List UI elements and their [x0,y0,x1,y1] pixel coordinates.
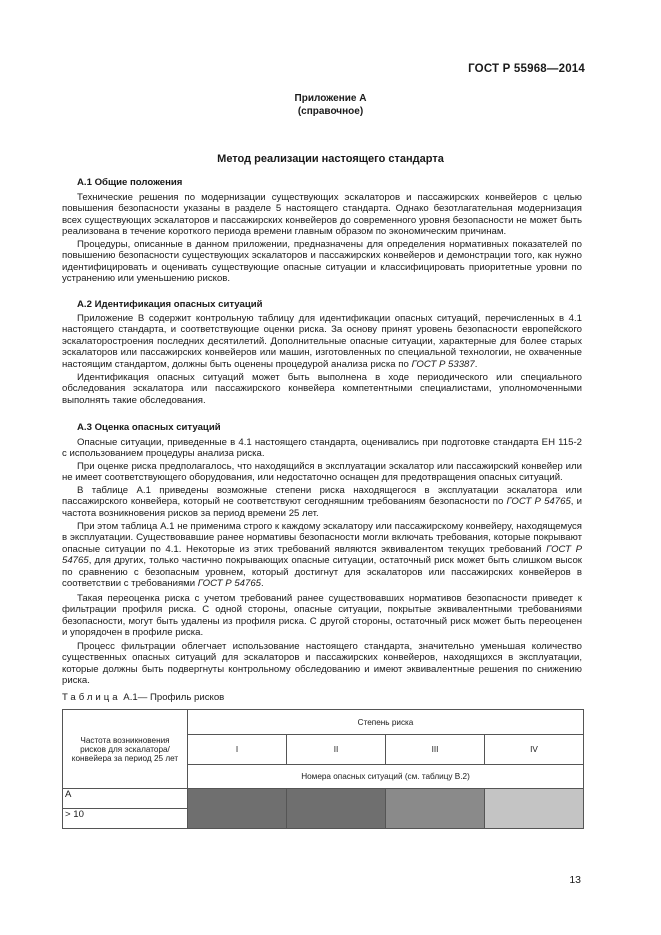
risk-cell-2 [287,789,386,829]
hazard-numbers-subheader: Номера опасных ситуаций (см. таблицу В.2) [188,765,584,789]
risk-profile-table [62,709,584,829]
risk-cell-3 [386,789,485,829]
section-heading-a2: А.2 Идентификация опасных ситуаций [77,299,263,310]
row-value: > 10 [63,809,188,829]
risk-level-3: III [386,735,485,765]
table-caption: Таблица А.1— Профиль рисков [62,692,225,703]
paragraph: Процедуры, описанные в данном приложении, предназначены для определения нормативных показателей по повышению безопасности существующих эскалаторов и пассажирских конвейеров и демонстрации того, как нужно идентифицировать и оценивать существующие опасные ситуации и классифицировать приоритетные уровни по устранению или уменьшению рисков. [62,239,582,285]
appendix-kind: (справочное) [297,106,364,117]
reference-link: ГОСТ Р 54765 [197,578,262,590]
risk-level-1: I [188,735,287,765]
risk-level-header: Степень риска [188,710,584,735]
standard-number: ГОСТ Р 55968—2014 [468,63,585,75]
paragraph: Приложение В содержит контрольную таблицу для идентификации опасных ситуаций, перечисленных в 4.1 настоящего стандарта, и соответствующие оценки риска. За основу принят уровень безопасности европейского эскалаторостроения последних десятилетий. Дополнительные опасные ситуации, характерные для более старых эскалаторов или пассажирских конвейеров или машин, изготовленных по специальной технологии, не охваченные настоящим стандартом, должны быть оценены процедурой анализа риска по ГОСТ Р 53387. [62,313,582,370]
paragraph: Процесс фильтрации облегчает использование настоящего стандарта, значительно уменьшая количество существенных опасных ситуаций для эскалаторов и пассажирских конвейеров, находящихся в эксплуатации, которые должны быть подвергнуты контрольному обследованию и имеют эквивалентные решения по снижению риска. [62,641,582,687]
paragraph: Такая переоценка риска с учетом требований ранее существовавших нормативов безопасности приведет к фильтрации профиля риска. С одной стороны, опасные ситуации, покрытые эквивалентными требованиями безопасности, могут быть удалены из профиля риска. С другой стороны, остаточный риск может быть переоценен и упорядочен в профиле риска. [62,593,582,639]
section-heading-a1: А.1 Общие положения [77,177,183,188]
page-number: 13 [569,874,581,886]
paragraph: В таблице А.1 приведены возможные степени риска находящегося в эксплуатации эскалатора или пассажирского конвейера, который не соответствуют сегодняшним требованиям безопасности по ГОСТ Р 54765, и частота возникновения рисков за период времени 25 лет. [62,485,582,519]
frequency-header: Частота возникновения рисков для эскалатора/конвейера за период 25 лет [63,710,188,789]
page-title: Метод реализации настоящего стандарта [217,153,444,165]
risk-level-2: II [287,735,386,765]
reference-link: ГОСТ Р 53387 [411,358,475,370]
paragraph: При этом таблица А.1 не применима строго к каждому эскалатору или пассажирскому конвейеру, находящемуся в эксплуатации. Существовавшие ранее нормативы безопасности могли включать требования, которые покрывают опасные ситуации по 4.1. Некоторые из этих требований являются эквивалентом текущих требований ГОСТ Р 54765, для других, только частично покрывающих опасные ситуации, остаточный риск может быть слишком высок по сравнению с безопасным уровнем, который достигнут для эскалаторов или пассажирских конвейеров в соответствии с требованиями ГОСТ Р 54765. [62,521,583,590]
row-label: А [63,789,188,809]
risk-level-4: IV [485,735,584,765]
risk-cell-4 [485,789,584,829]
paragraph: Технические решения по модернизации существующих эскалаторов и пассажирских конвейеров с целью повышения безопасности указаны в разделе 5 настоящего стандарта. Однако безотлагательная модернизация всех существующих эскалаторов и пассажирских конвейеров до современного уровня безопасности не может быть реализована в течение короткого периода времени главным образом по экономическим причинам. [62,192,582,238]
appendix-label: Приложение А [294,93,367,104]
risk-cell-1 [188,789,287,829]
paragraph: При оценке риска предполагалось, что находящийся в эксплуатации эскалатор или пассажирский конвейер или не имеет соответствующего оборудования, или недостаточно оснащен для предотвращения опасных ситуаций. [62,461,582,484]
paragraph: Опасные ситуации, приведенные в 4.1 настоящего стандарта, оценивались при подготовке стандарта ЕН 115-2 с использованием процедуры анализа риска. [62,437,582,460]
reference-link: ГОСТ Р 54765 [506,496,571,508]
paragraph: Идентификация опасных ситуаций может быть выполнена в ходе периодического или специального обследования эскалатора или пассажирского конвейера компетентными специалистами, уполномоченными выполнять такие обследования. [62,372,582,406]
reference-link: ГОСТ Р 54765 [62,543,583,567]
section-heading-a3: А.3 Оценка опасных ситуаций [77,422,221,433]
